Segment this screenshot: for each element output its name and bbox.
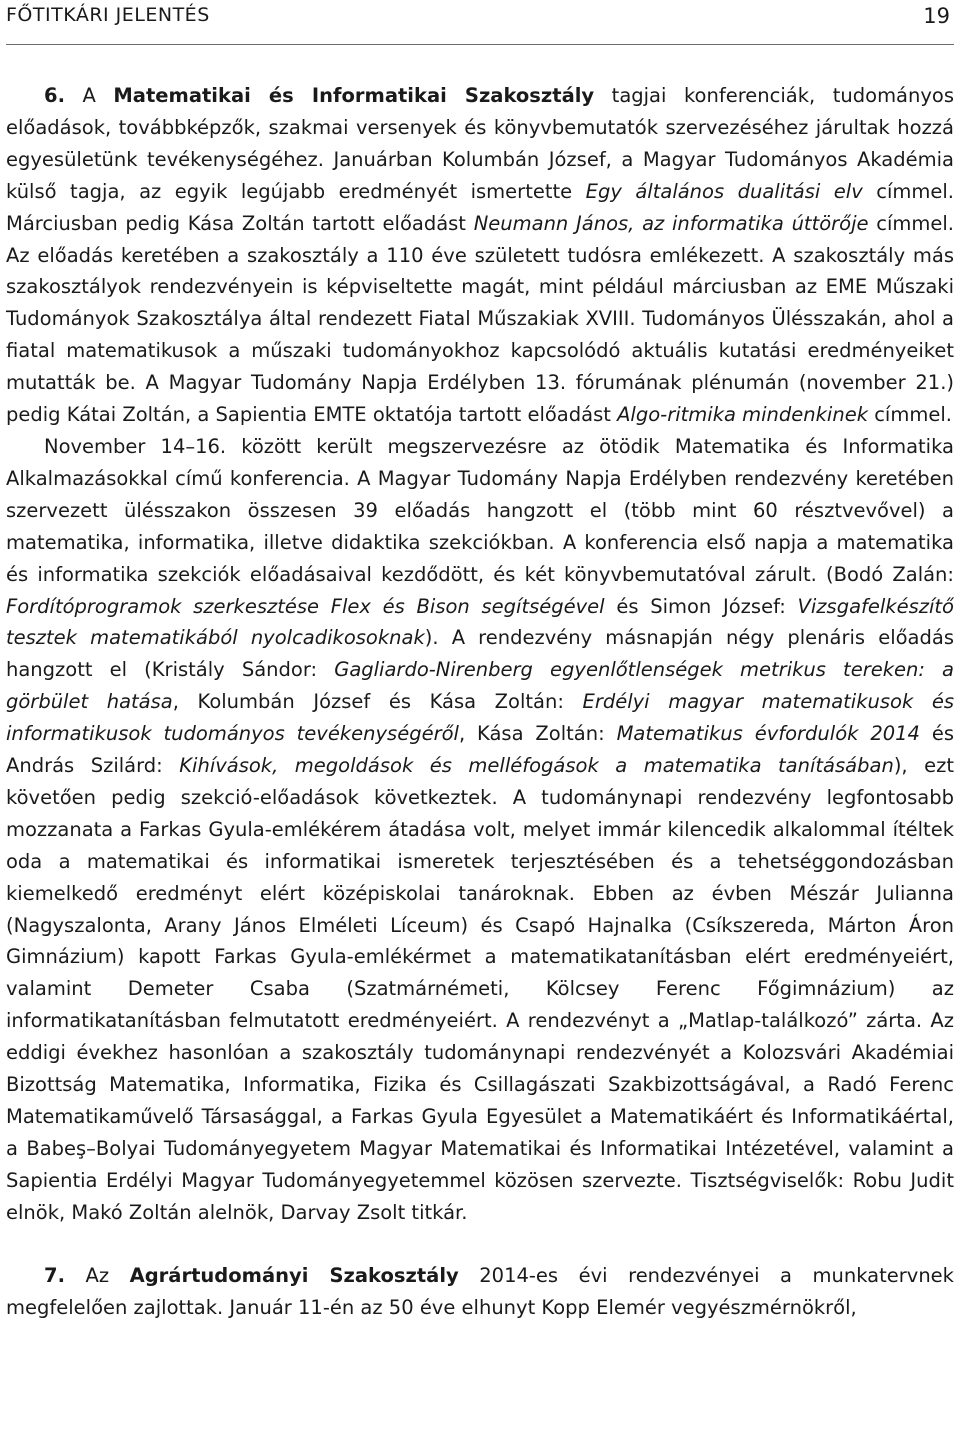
book-title: Fordítóprogramok szerkesztése Flex és Bison segítségével [6, 594, 605, 618]
section-6-paragraph-2: November 14–16. között került megszervezésre az ötödik Matematika és Informatika Alkalmazásokkal című konferencia. A Magyar Tudomány Napja Erdélyben rendezvény keretében szervezett ülésszakon összesen 39 előadás hangzott el (több mint 60 résztvevővel) a matematika, informatika, illetve didaktika szekciókban. A konferencia első napja a matematika és informatika szekciók előadásaival kezdődött, és két könyvbemutatóval zárult. (Bodó Zalán: Fordítóprogramok szerkesztése Flex és Bison segítségével és Simon József: Vizsgafelkészítő tesztek matematikából nyolcadikosoknak). A rendezvény másnapján négy plenáris előadás hangzott el (Kristály Sándor: Gagliardo-Nirenberg egyenlőtlenségek metrikus tereken: a görbület hatása, Kolumbán József és Kása Zoltán: Erdélyi magyar matematikusok és informatikusok tudományos tevékenységéről, Kása Zoltán: Matematikus évfordulók 2014 és András Szilárd: Kihívások, megoldások és melléfogások a matematika tanításában), ezt követően pedig szekció-előadások következtek. A tudománynapi rendezvény legfontosabb mozzanata a Farkas Gyula-emlékérem átadása volt, melyet immár kilencedik alkalommal ítéltek oda a matematikai és informatikai ismeretek terjesztésében és a tehetséggondozásban kiemelkedő eredményt elért középiskolai tanároknak. Ebben az évben Mészár Julianna (Nagyszalonta, Arany János Elméleti Líceum) és Csapó Hajnalka (Csíkszereda, Márton Áron Gimnázium) kapott Farkas Gyula-emlékérmet a matematikatanításban elért eredményeiért, valamint Demeter Csaba (Szatmárnémeti, Kölcsey Ferenc Főgimnázium) az informatikatanításban felmutatott eredményeiért. A rendezvényt a „Matlap-találkozó” zárta. Az eddigi évekhez hasonlóan a szakosztály tudománynapi rendezvényét a Kolozsvári Akadémiai Bizottság Matematika, Informatika, Fizika és Csillagászati Szakbizottságával, a Radó Ferenc Matematikaművelő Társasággal, a Farkas Gyula Egyesület a Matematikáért és Informatikáértal, a Babeş–Bolyai Tudományegyetem Magyar Matematikai és Informatikai Intézetével, valamint a Sapientia Erdélyi Magyar Tudományegyetemmel közösen szervezte. Tisztségviselők: Robu Judit elnök, Makó Zoltán alelnök, Darvay Zsolt titkár. [6, 434, 955, 1224]
section-number: 6. [44, 84, 65, 107]
lecture-title: Kihívások, megoldások és melléfogások a matematika tanításában [179, 754, 894, 778]
lecture-title: Gagliardo-Nirenberg egyenlőtlenségek metrikus tereken: a görbület hatása [6, 658, 954, 714]
lecture-title: Neumann János, az informatika úttörője [473, 211, 869, 235]
page-number: 19 [923, 4, 950, 28]
report-body [6, 80, 954, 1323]
lecture-title: Matematikus évfordulók 2014 [616, 722, 920, 746]
section-7-paragraph: 7. Az Agrártudományi Szakosztály 2014-es évi rendezvényei a munkatervnek megfelelően zajlottak. Január 11-én az 50 éve elhunyt Kopp Elemér vegyészmérnökről, [6, 1263, 954, 1319]
section-name: Agrártudományi Szakosztály [129, 1263, 459, 1287]
header-title: FŐTITKÁRI JELENTÉS [6, 4, 210, 26]
document-page [6, 0, 955, 1319]
running-header [6, 0, 954, 45]
section-6-paragraph-1: 6. A Matematikai és Informatikai Szakosztály tagjai konferenciák, tudományos előadások, továbbképzők, szakmai versenyek és könyvbemutatók szervezéséhez járultak hozzá egyesületünk tevékenységéhez. Januárban Kolumbán József, a Magyar Tudományos Akadémia külső tagja, az egyik legújabb eredményét ismertette Egy általános dualitási elv címmel. Márciusban pedig Kása Zoltán tartott előadást Neumann János, az informatika úttörője címmel. Az előadás keretében a szakosztály a 110 éve született tudósra emlékezett. A szakosztály más szakosztályok rendezvényein is képviseltette magát, mint például márciusban az EME Műszaki Tudományok Szakosztálya által rendezett Fiatal Műszakiak XVIII. Tudományos Ülésszakán, ahol a fiatal matematikusok a műszaki tudományokhoz kapcsolódó aktuális kutatási eredményeiket mutatták be. A Magyar Tudomány Napja Erdélyben 13. fórumának plénumán (november 21.) pedig Kátai Zoltán, a Sapientia EMTE oktatója tartott előadást Algo-ritmika mindenkinek címmel. [6, 84, 954, 427]
lecture-title: Algo-ritmika mindenkinek [617, 403, 868, 427]
lecture-title: Erdélyi magyar matematikusok és informatikusok tudományos tevékenységéről [6, 690, 954, 746]
section-name: Matematikai és Informatikai Szakosztály [113, 84, 595, 107]
lecture-title: Egy általános dualitási elv [585, 179, 863, 203]
book-title: Vizsgafelkészítő tesztek matematikából nyolcadikosoknak [6, 594, 954, 650]
section-number: 7. [44, 1263, 65, 1287]
